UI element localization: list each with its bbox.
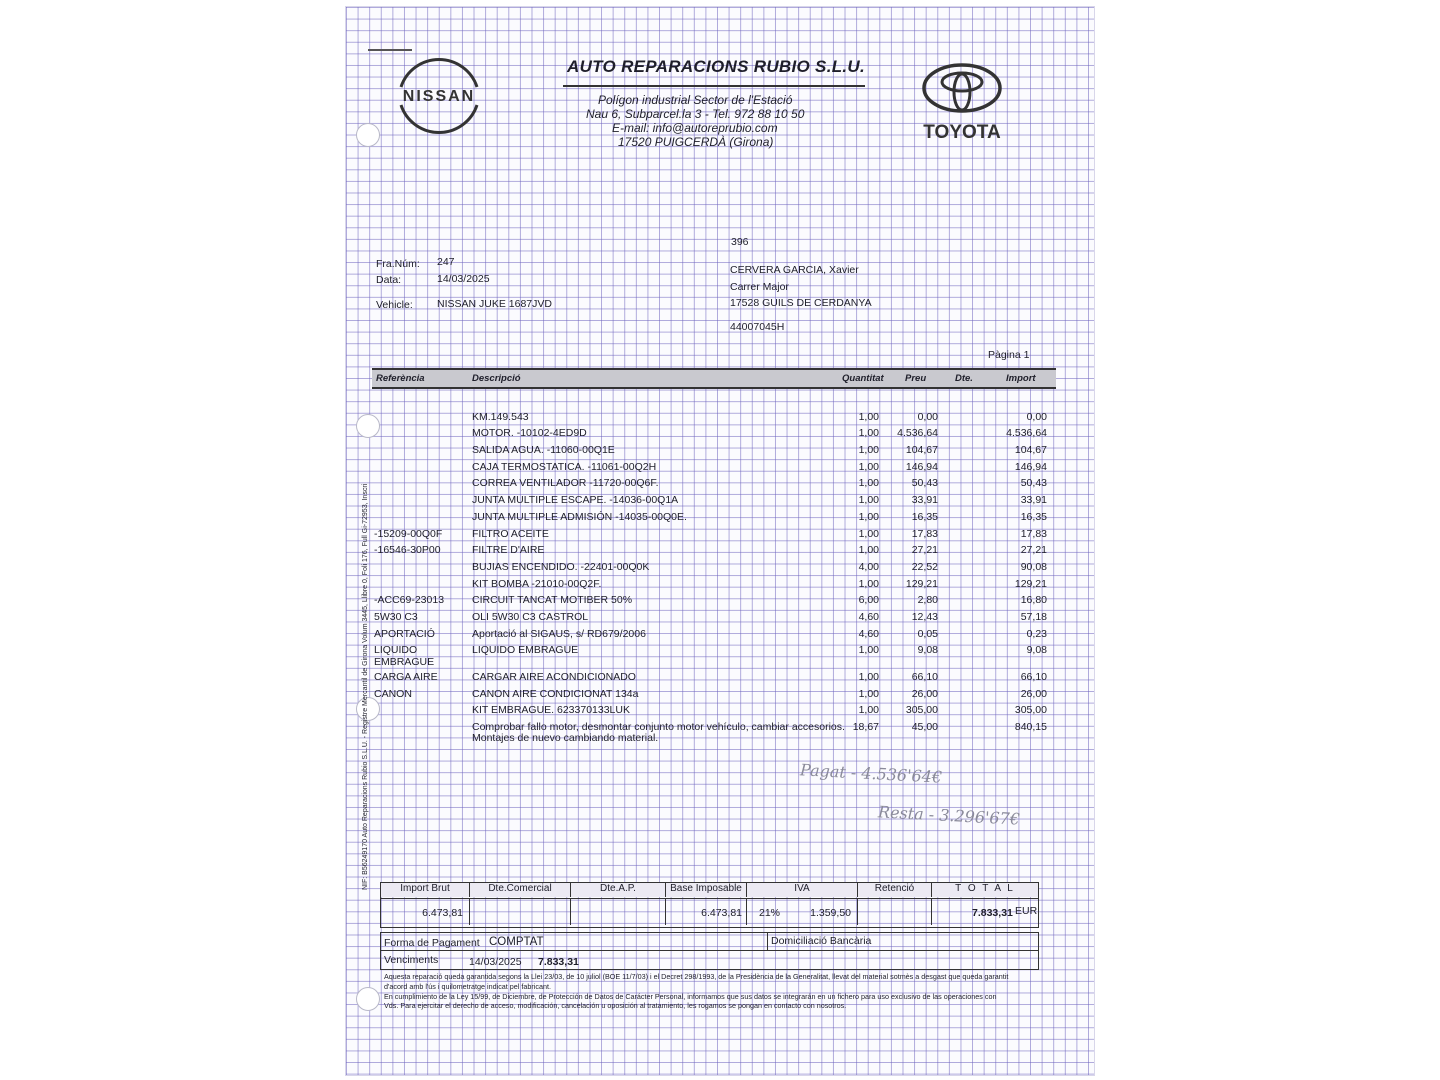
address-line-4: 17520 PUIGCERDÀ (Girona) bbox=[618, 135, 774, 149]
cell-quantity: 1,00 bbox=[858, 671, 879, 683]
cell-description: KM.149.543 bbox=[472, 411, 529, 423]
cell-quantity: 4,60 bbox=[858, 611, 879, 623]
handwritten-paid-note: Pagat - 4.536'64€ bbox=[799, 760, 943, 787]
cell-iva bbox=[747, 899, 858, 925]
table-row bbox=[0, 494, 1440, 510]
address-line-3: E-mail: info@autoreprubio.com bbox=[612, 121, 778, 135]
table-row bbox=[0, 721, 1440, 744]
cell-quantity: 1,00 bbox=[858, 444, 879, 456]
table-row bbox=[0, 544, 1440, 560]
invoice-date-label: Data: bbox=[376, 274, 402, 286]
cell-quantity: 1,00 bbox=[858, 644, 879, 656]
toyota-wordmark: TOYOTA bbox=[923, 122, 1001, 142]
cell-amount: 129,21 bbox=[1014, 578, 1047, 590]
cell-reference: LIQUIDO bbox=[374, 644, 418, 656]
bank-label: Domiciliació Bancària bbox=[771, 935, 872, 947]
due-date: 14/03/2025 bbox=[469, 956, 522, 968]
table-row bbox=[0, 561, 1440, 577]
hdr-dte-ap: Dte.A.P. bbox=[571, 883, 666, 897]
cell-quantity: 1,00 bbox=[858, 688, 879, 700]
payment-vdivider bbox=[767, 933, 768, 950]
col-price: Preu bbox=[905, 373, 927, 384]
items-table-header bbox=[372, 368, 1056, 389]
table-row bbox=[0, 594, 1440, 610]
cell-amount: 0,00 bbox=[1026, 411, 1047, 423]
cell-description: JUNTA MULTIPLE ESCAPE. -14036-00Q1A bbox=[472, 494, 679, 506]
cell-price: 146,94 bbox=[905, 461, 938, 473]
cell-amount: 50,43 bbox=[1020, 477, 1047, 489]
table-row bbox=[0, 688, 1440, 704]
payment-method-value: COMPTAT bbox=[489, 936, 544, 948]
cell-reference: 5W30 C3 bbox=[374, 611, 418, 623]
cell-quantity: 1,00 bbox=[858, 461, 879, 473]
cell-amount: 33,91 bbox=[1020, 494, 1047, 506]
col-quantity: Quantitat bbox=[842, 373, 884, 384]
table-row bbox=[0, 411, 1440, 427]
cell-quantity: 1,00 bbox=[858, 528, 879, 540]
nissan-rule bbox=[368, 49, 412, 51]
cell-retencio bbox=[858, 899, 932, 925]
client-street: Carrer Major bbox=[730, 281, 789, 293]
col-description: Descripció bbox=[472, 373, 521, 384]
import-brut-value: 6.473,81 bbox=[422, 907, 463, 919]
cell-reference: CARGA AIRE bbox=[374, 671, 438, 683]
client-name: CERVERA GARCIA, Xavier bbox=[730, 264, 859, 276]
invoice-number-label: Fra.Núm: bbox=[376, 258, 420, 270]
cell-description: SALIDA AGUA. -11060-00Q1E bbox=[472, 444, 615, 456]
legal-line-3: En cumplimiento de la Ley 15/99, de Diciembre, de Protección de Datos de Carácter Personal, informamos que sus datos se integrarán en un fichero para uso exclusivo de las operaciones con bbox=[384, 992, 997, 1001]
vehicle-label: Vehicle: bbox=[376, 299, 413, 311]
cell-quantity: 4,60 bbox=[858, 628, 879, 640]
cell-price: 104,67 bbox=[905, 444, 938, 456]
page-number: Pàgina 1 bbox=[988, 349, 1030, 361]
client-nif: 44007045H bbox=[730, 321, 785, 333]
cell-reference: -15209-00Q0F bbox=[374, 528, 443, 540]
hdr-retencio: Retenció bbox=[858, 883, 932, 897]
cell-reference: -16546-30P00 bbox=[374, 544, 441, 556]
cell-amount: 16,35 bbox=[1020, 511, 1047, 523]
cell-amount: 26,00 bbox=[1020, 688, 1047, 700]
cell-price: 66,10 bbox=[911, 671, 938, 683]
cell-amount: 9,08 bbox=[1026, 644, 1047, 656]
nissan-logo-icon bbox=[387, 55, 491, 137]
cell-price: 26,00 bbox=[911, 688, 938, 700]
table-row bbox=[0, 427, 1440, 443]
cell-amount: 66,10 bbox=[1020, 671, 1047, 683]
cell-price: 0,05 bbox=[917, 628, 938, 640]
cell-description: LIQUIDO EMBRAGUE bbox=[472, 644, 579, 656]
cell-reference: CANON bbox=[374, 688, 412, 700]
cell-price: 33,91 bbox=[911, 494, 938, 506]
client-code: 396 bbox=[731, 236, 749, 248]
cell-description: Aportació al SIGAUS, s/ RD679/2006 bbox=[472, 628, 646, 640]
cell-description: FILTRO ACEITE bbox=[472, 528, 549, 540]
punch-hole bbox=[356, 987, 380, 1011]
cell-price: 22,52 bbox=[911, 561, 938, 573]
hdr-iva: IVA bbox=[747, 883, 858, 897]
cell-price: 129,21 bbox=[905, 578, 938, 590]
table-row bbox=[0, 461, 1440, 477]
cell-base-imposable bbox=[666, 899, 747, 925]
cell-dte-comercial bbox=[470, 899, 571, 925]
cell-amount: 16,80 bbox=[1020, 594, 1047, 606]
cell-price: 12,43 bbox=[911, 611, 938, 623]
cell-quantity: 1,00 bbox=[858, 511, 879, 523]
cell-reference-line-2: EMBRAGUE bbox=[374, 656, 435, 668]
cell-dte-ap bbox=[571, 899, 666, 925]
punch-hole bbox=[356, 123, 380, 147]
legal-line-1: Aquesta reparació queda garantida segons la Llei 23/03, de 10 juliol (BOE 11/7/03) i el Decret 298/1993, de la Presidència de la Generalitat, llevat del material sotmès a desgast que queda garantit bbox=[384, 972, 1009, 981]
cell-reference: APORTACIÓ bbox=[374, 628, 435, 640]
col-reference: Referència bbox=[376, 373, 425, 384]
cell-description: JUNTA MULTIPLE ADMISIÓN -14035-00Q0E. bbox=[472, 511, 687, 523]
cell-amount: 104,67 bbox=[1014, 444, 1047, 456]
iva-percent: 21% bbox=[759, 907, 781, 919]
totals-box bbox=[380, 882, 1039, 928]
payment-divider bbox=[381, 950, 1038, 951]
cell-description: FILTRE D'AIRE bbox=[472, 544, 545, 556]
table-row bbox=[0, 477, 1440, 493]
cell-quantity: 18,67 bbox=[852, 721, 879, 733]
handwritten-remaining-note: Resta - 3.296'67€ bbox=[877, 802, 1021, 829]
cell-import-brut bbox=[381, 899, 470, 925]
total-currency: EUR bbox=[1015, 905, 1038, 917]
cell-amount: 90,08 bbox=[1020, 561, 1047, 573]
cell-quantity: 1,00 bbox=[858, 544, 879, 556]
hdr-import-brut: Import Brut bbox=[381, 883, 470, 897]
payment-box bbox=[380, 932, 1039, 970]
cell-amount: 17,83 bbox=[1020, 528, 1047, 540]
company-name: AUTO REPARACIONS RUBIO S.L.U. bbox=[567, 57, 866, 76]
due-amount: 7.833,31 bbox=[538, 956, 579, 968]
cell-quantity: 4,00 bbox=[858, 561, 879, 573]
cell-quantity: 1,00 bbox=[858, 578, 879, 590]
cell-description: KIT BOMBA -21010-00Q2F. bbox=[472, 578, 602, 590]
company-underline bbox=[563, 85, 865, 87]
cell-quantity: 1,00 bbox=[858, 494, 879, 506]
hdr-base-imposable: Base Imposable bbox=[666, 883, 747, 897]
payment-method-label: Forma de Pagament bbox=[384, 937, 480, 949]
cell-description: CORREA VENTILADOR -11720-00Q6F. bbox=[472, 477, 659, 489]
registry-side-text: NIF: B56249170 Auto Reparacions Rubio S.L.U. - Registre Mercantil de Girona Volum 3445, Llibre 0, Foli 176, Full Gi-72953, Inscri bbox=[362, 483, 369, 890]
vehicle-value: NISSAN JUKE 1687JVD bbox=[437, 298, 552, 310]
table-row bbox=[0, 444, 1440, 460]
cell-description: OLI 5W30 C3 CASTROL bbox=[472, 611, 589, 623]
legal-line-2: d'acord amb l'ús i quilometratge indicat pel fabricant. bbox=[384, 982, 551, 991]
cell-amount: 4.536,64 bbox=[1006, 427, 1047, 439]
cell-price: 45,00 bbox=[911, 721, 938, 733]
cell-description: CAJA TERMOSTATICA. -11061-00Q2H bbox=[472, 461, 657, 473]
address-line-1: Polígon industrial Sector de l'Estació bbox=[598, 93, 793, 107]
cell-price: 305,00 bbox=[905, 704, 938, 716]
due-label: Venciments bbox=[384, 954, 439, 966]
cell-price: 9,08 bbox=[917, 644, 938, 656]
invoice-number: 247 bbox=[437, 256, 455, 268]
cell-description: CANON AIRE CONDICIONAT 134a bbox=[472, 688, 639, 700]
address-line-2: Nau 6, Subparcel.la 3 - Tel. 972 88 10 50 bbox=[586, 107, 805, 121]
nissan-wordmark: NISSAN bbox=[402, 88, 476, 105]
cell-price: 16,35 bbox=[911, 511, 938, 523]
table-row bbox=[0, 611, 1440, 627]
client-city: 17528 GUILS DE CERDANYA bbox=[730, 297, 872, 309]
iva-amount: 1.359,50 bbox=[810, 907, 851, 919]
cell-amount: 27,21 bbox=[1020, 544, 1047, 556]
table-row bbox=[0, 511, 1440, 527]
cell-quantity: 1,00 bbox=[858, 427, 879, 439]
cell-description: BUJIAS ENCENDIDO. -22401-00Q0K bbox=[472, 561, 650, 573]
cell-price: 17,83 bbox=[911, 528, 938, 540]
cell-description: Comprobar fallo motor, desmontar conjunto motor vehículo, cambiar accesorios. bbox=[472, 721, 845, 733]
cell-quantity: 6,00 bbox=[858, 594, 879, 606]
table-row bbox=[0, 704, 1440, 720]
table-row bbox=[0, 644, 1440, 668]
table-row bbox=[0, 628, 1440, 644]
cell-quantity: 1,00 bbox=[858, 411, 879, 423]
cell-description: CARGAR AIRE ACONDICIONADO bbox=[472, 671, 636, 683]
cell-amount: 57,18 bbox=[1020, 611, 1047, 623]
cell-quantity: 1,00 bbox=[858, 704, 879, 716]
cell-amount: 305,00 bbox=[1014, 704, 1047, 716]
cell-description-line-2: Montajes de nuevo cambiando material. bbox=[472, 732, 659, 744]
cell-price: 27,21 bbox=[911, 544, 938, 556]
cell-price: 50,43 bbox=[911, 477, 938, 489]
cell-reference: -ACC69-23013 bbox=[374, 594, 445, 606]
hdr-total: T O T A L bbox=[932, 883, 1038, 897]
cell-price: 0,00 bbox=[917, 411, 938, 423]
col-amount: Import bbox=[1006, 373, 1036, 384]
toyota-logo-icon bbox=[912, 62, 1012, 142]
cell-description: MOTOR. -10102-4ED9D bbox=[472, 427, 587, 439]
col-discount: Dte. bbox=[955, 373, 973, 384]
table-row bbox=[0, 528, 1440, 544]
total-value: 7.833,31 bbox=[972, 907, 1013, 919]
table-row bbox=[0, 578, 1440, 594]
cell-amount: 840,15 bbox=[1014, 721, 1047, 733]
hdr-dte-comercial: Dte.Comercial bbox=[470, 883, 571, 897]
cell-price: 4.536,64 bbox=[897, 427, 938, 439]
legal-line-4: Vds. Para ejercitar el derecho de acceso, modificación, cancelación u oposición al tratamiento, les rogamos se pongan en contacto con nosotros. bbox=[384, 1001, 847, 1010]
invoice-date: 14/03/2025 bbox=[437, 273, 490, 285]
cell-amount: 146,94 bbox=[1014, 461, 1047, 473]
cell-amount: 0,23 bbox=[1026, 628, 1047, 640]
cell-description: KIT EMBRAGUE. 623370133LUK bbox=[472, 704, 630, 716]
cell-quantity: 1,00 bbox=[858, 477, 879, 489]
cell-price: 2,80 bbox=[917, 594, 938, 606]
base-imposable-value: 6.473,81 bbox=[701, 907, 742, 919]
cell-total bbox=[932, 899, 1038, 925]
table-row bbox=[0, 671, 1440, 687]
cell-description: CIRCUIT TANCAT MOTIBER 50% bbox=[472, 594, 633, 606]
